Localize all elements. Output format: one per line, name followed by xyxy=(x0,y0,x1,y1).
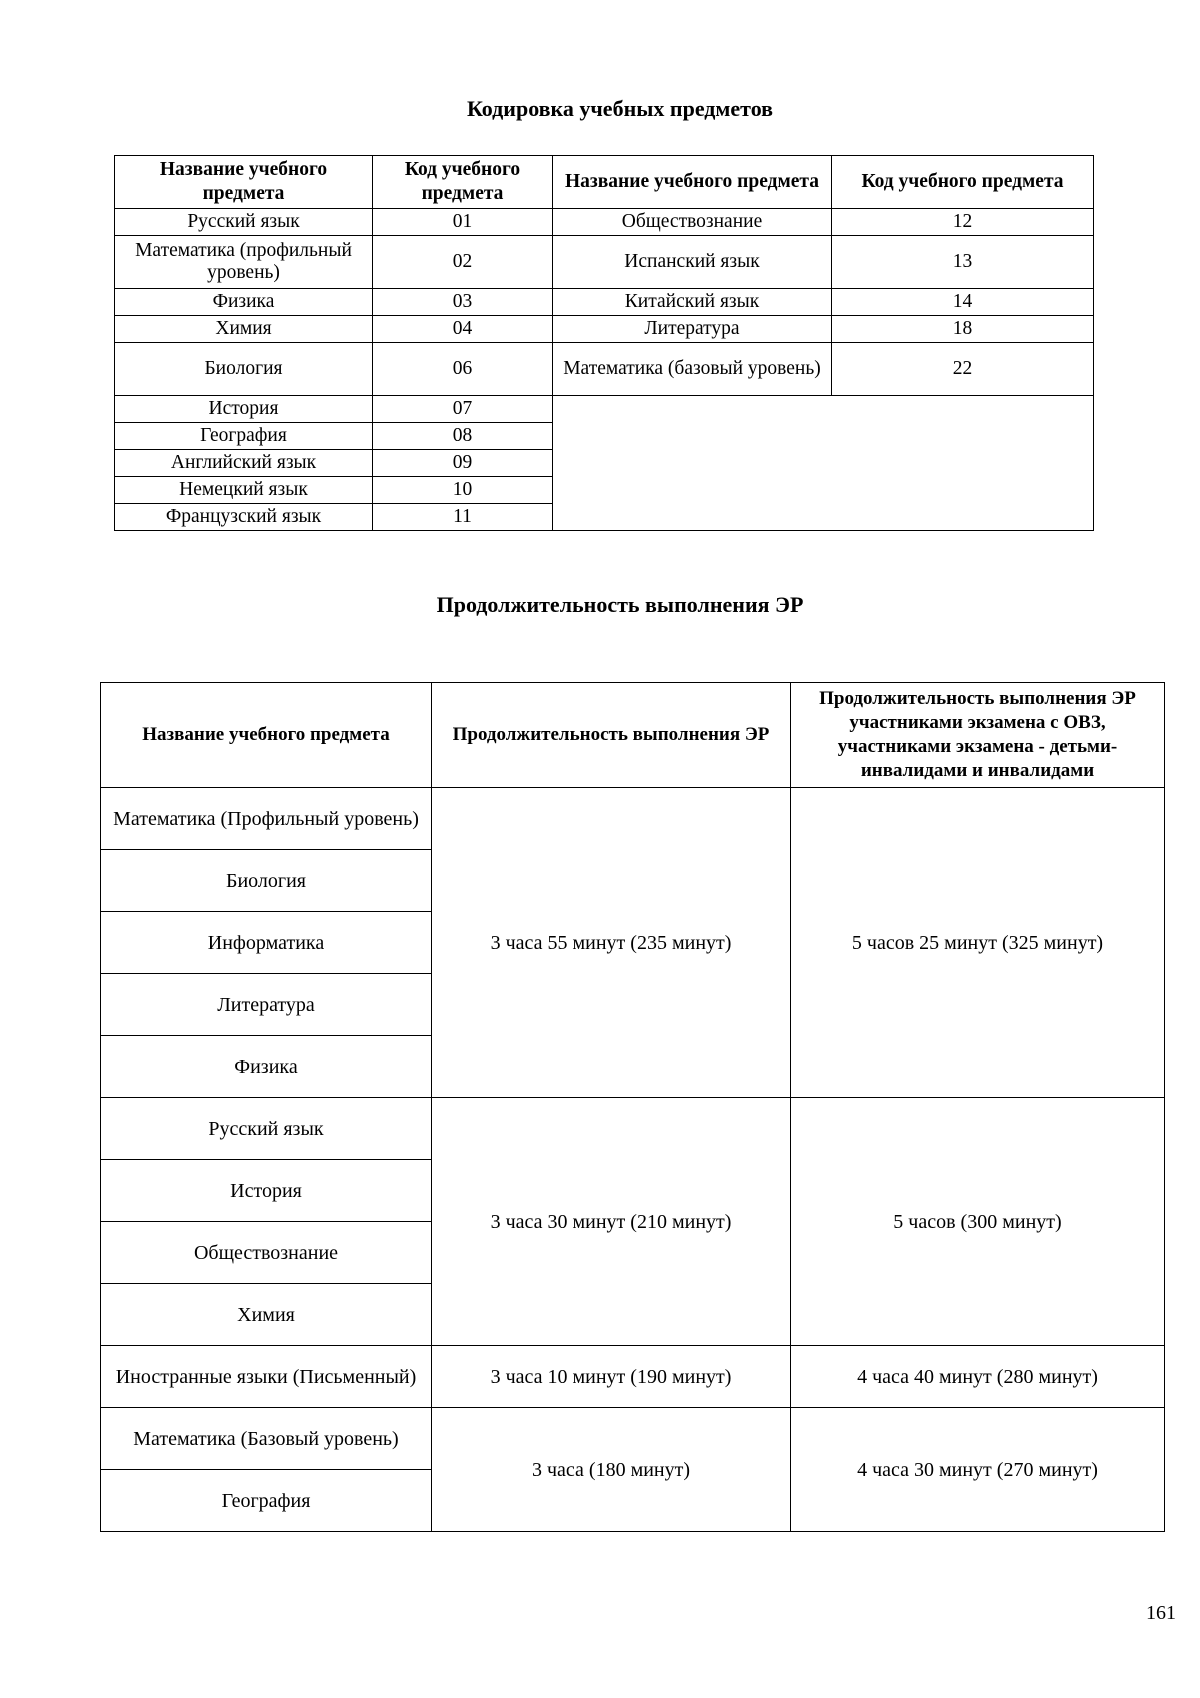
subject-name: Литература xyxy=(553,316,832,343)
empty-cell xyxy=(553,396,1094,531)
subject-name: Обществознание xyxy=(101,1222,432,1284)
subject-name: Физика xyxy=(101,1036,432,1098)
table1-title: Кодировка учебных предметов xyxy=(466,96,774,121)
subject-name: Химия xyxy=(101,1284,432,1346)
subject-name: Математика (Профильный уровень) xyxy=(101,788,432,850)
subject-name: Биология xyxy=(101,850,432,912)
subject-code: 09 xyxy=(373,450,553,477)
subject-name: Математика (Базовый уровень) xyxy=(101,1408,432,1470)
header-duration: Продолжительность выполнения ЭР xyxy=(432,683,791,788)
subject-name: История xyxy=(115,396,373,423)
subject-code: 08 xyxy=(373,423,553,450)
subject-code: 03 xyxy=(373,289,553,316)
subject-code: 07 xyxy=(373,396,553,423)
duration-ovz-cell: 4 часа 40 минут (280 минут) xyxy=(791,1346,1165,1408)
subject-name: Химия xyxy=(115,316,373,343)
header-subject-name: Название учебного предмета xyxy=(101,683,432,788)
subject-name: История xyxy=(101,1160,432,1222)
subject-name: Обществознание xyxy=(553,209,832,236)
subject-name: Английский язык xyxy=(115,450,373,477)
duration-cell: 3 часа 10 минут (190 минут) xyxy=(432,1346,791,1408)
subject-code: 10 xyxy=(373,477,553,504)
subject-code: 06 xyxy=(373,343,553,396)
duration-cell: 3 часа (180 минут) xyxy=(432,1408,791,1532)
subject-name: Русский язык xyxy=(101,1098,432,1160)
subject-code: 02 xyxy=(373,236,553,289)
subject-code: 14 xyxy=(832,289,1094,316)
subject-name: Математика (профильный уровень) xyxy=(115,236,373,289)
subject-code: 11 xyxy=(373,504,553,531)
subject-name: Информатика xyxy=(101,912,432,974)
subject-code: 04 xyxy=(373,316,553,343)
header-subject-code: Код учебного предмета xyxy=(373,156,553,209)
subject-name: География xyxy=(101,1470,432,1532)
subject-name: Русский язык xyxy=(115,209,373,236)
header-subject-name: Название учебного предмета xyxy=(115,156,373,209)
duration-ovz-cell: 5 часов 25 минут (325 минут) xyxy=(791,788,1165,1098)
subject-name: Литература xyxy=(101,974,432,1036)
header-subject-code: Код учебного предмета xyxy=(832,156,1094,209)
subject-code: 18 xyxy=(832,316,1094,343)
duration-cell: 3 часа 30 минут (210 минут) xyxy=(432,1098,791,1346)
subject-code: 13 xyxy=(832,236,1094,289)
subject-codes-table xyxy=(114,155,1094,531)
subject-name: Китайский язык xyxy=(553,289,832,316)
subject-name: Французский язык xyxy=(115,504,373,531)
subject-code: 22 xyxy=(832,343,1094,396)
subject-name: Немецкий язык xyxy=(115,477,373,504)
table2-title: Продолжительность выполнения ЭР xyxy=(436,592,804,617)
duration-ovz-cell: 4 часа 30 минут (270 минут) xyxy=(791,1408,1165,1532)
header-duration-ovz: Продолжительность выполнения ЭР участниками экзамена с ОВЗ, участниками экзамена - детьми-инвалидами и инвалидами xyxy=(791,683,1165,788)
subject-code: 12 xyxy=(832,209,1094,236)
subject-name: Испанский язык xyxy=(553,236,832,289)
subject-name: Иностранные языки (Письменный) xyxy=(101,1346,432,1408)
subject-name: Физика xyxy=(115,289,373,316)
subject-name: География xyxy=(115,423,373,450)
header-subject-name: Название учебного предмета xyxy=(553,156,832,209)
subject-name: Биология xyxy=(115,343,373,396)
duration-ovz-cell: 5 часов (300 минут) xyxy=(791,1098,1165,1346)
exam-duration-table xyxy=(100,682,1165,1532)
subject-name: Математика (базовый уровень) xyxy=(553,343,832,396)
subject-code: 01 xyxy=(373,209,553,236)
page-number: 161 xyxy=(1146,1602,1176,1624)
duration-cell: 3 часа 55 минут (235 минут) xyxy=(432,788,791,1098)
